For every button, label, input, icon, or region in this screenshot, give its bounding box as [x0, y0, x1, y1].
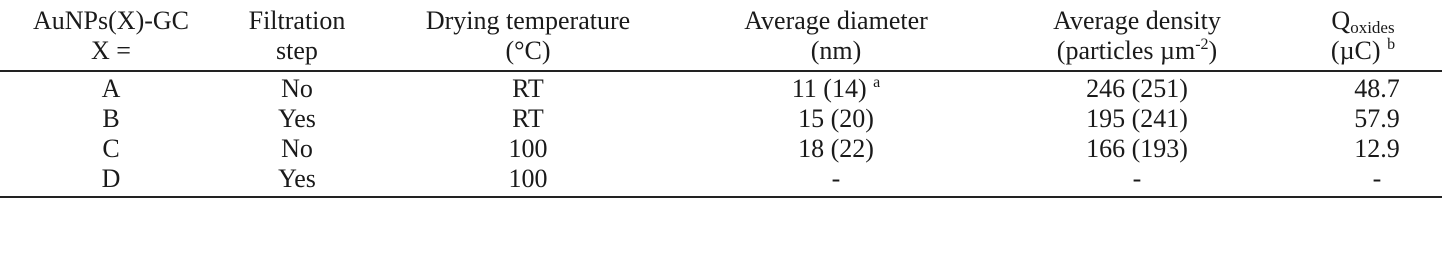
header-row-1	[0, 0, 1442, 36]
cell-drying: 100	[508, 134, 548, 163]
cell-density: 246 (251)	[1086, 74, 1188, 103]
cell-q-oxides: 48.7	[1354, 74, 1400, 103]
table-row	[0, 134, 1442, 164]
cell-x: C	[102, 134, 120, 163]
header-col3-line2: (°C)	[505, 36, 551, 65]
cell-filtration: No	[281, 74, 313, 103]
header-col2-line1: Filtration	[248, 6, 346, 35]
header-col5-unit-pre: (particles µm	[1056, 36, 1196, 65]
cell-x: A	[101, 74, 121, 103]
cell-q-oxides: -	[1372, 164, 1382, 193]
header-col4-line1: Average diameter	[744, 6, 928, 35]
table-body	[0, 71, 1442, 197]
cell-diameter-footnote: a	[873, 74, 881, 91]
table-row	[0, 71, 1442, 104]
cell-density: 195 (241)	[1086, 104, 1188, 133]
header-col5-line2	[988, 36, 1286, 71]
cell-density: -	[1132, 164, 1142, 193]
cell-diameter: 15 (20)	[798, 104, 874, 133]
cell-density: 166 (193)	[1086, 134, 1188, 163]
cell-x: D	[101, 164, 121, 193]
header-col1-line1: AuNPs(X)-GC	[33, 6, 189, 35]
cell-diameter-value: 11 (14)	[791, 74, 867, 103]
header-col6-footnote: b	[1387, 36, 1396, 53]
cell-filtration: Yes	[278, 104, 316, 133]
cell-q-oxides: 57.9	[1354, 104, 1400, 133]
header-col6-q: Q	[1331, 6, 1351, 35]
cell-diameter: 18 (22)	[798, 134, 874, 163]
header-col1-line2: X =	[91, 36, 131, 65]
cell-q-oxides: 12.9	[1354, 134, 1400, 163]
header-col6-unit: (µC)	[1330, 36, 1381, 65]
header-col2-line2: step	[276, 36, 318, 65]
header-col4-line2: (nm)	[810, 36, 862, 65]
table-header	[0, 0, 1442, 71]
cell-diameter	[684, 71, 988, 104]
header-col6-line1	[1286, 0, 1442, 36]
cell-diameter: -	[831, 164, 841, 193]
header-row-2	[0, 36, 1442, 71]
table-row	[0, 164, 1442, 197]
cell-drying: RT	[512, 104, 544, 133]
cell-filtration: No	[281, 134, 313, 163]
header-col6-line2	[1286, 36, 1442, 71]
header-col3-line1: Drying temperature	[425, 6, 631, 35]
cell-x: B	[102, 104, 120, 133]
header-col6-subscript: oxides	[1350, 18, 1395, 37]
header-col5-line1: Average density	[1053, 6, 1221, 35]
table-row	[0, 104, 1442, 134]
cell-drying: RT	[512, 74, 544, 103]
header-col5-unit-sup: -2	[1195, 36, 1209, 53]
cell-drying: 100	[508, 164, 548, 193]
header-col5-unit-post: )	[1208, 36, 1218, 65]
cell-filtration: Yes	[278, 164, 316, 193]
